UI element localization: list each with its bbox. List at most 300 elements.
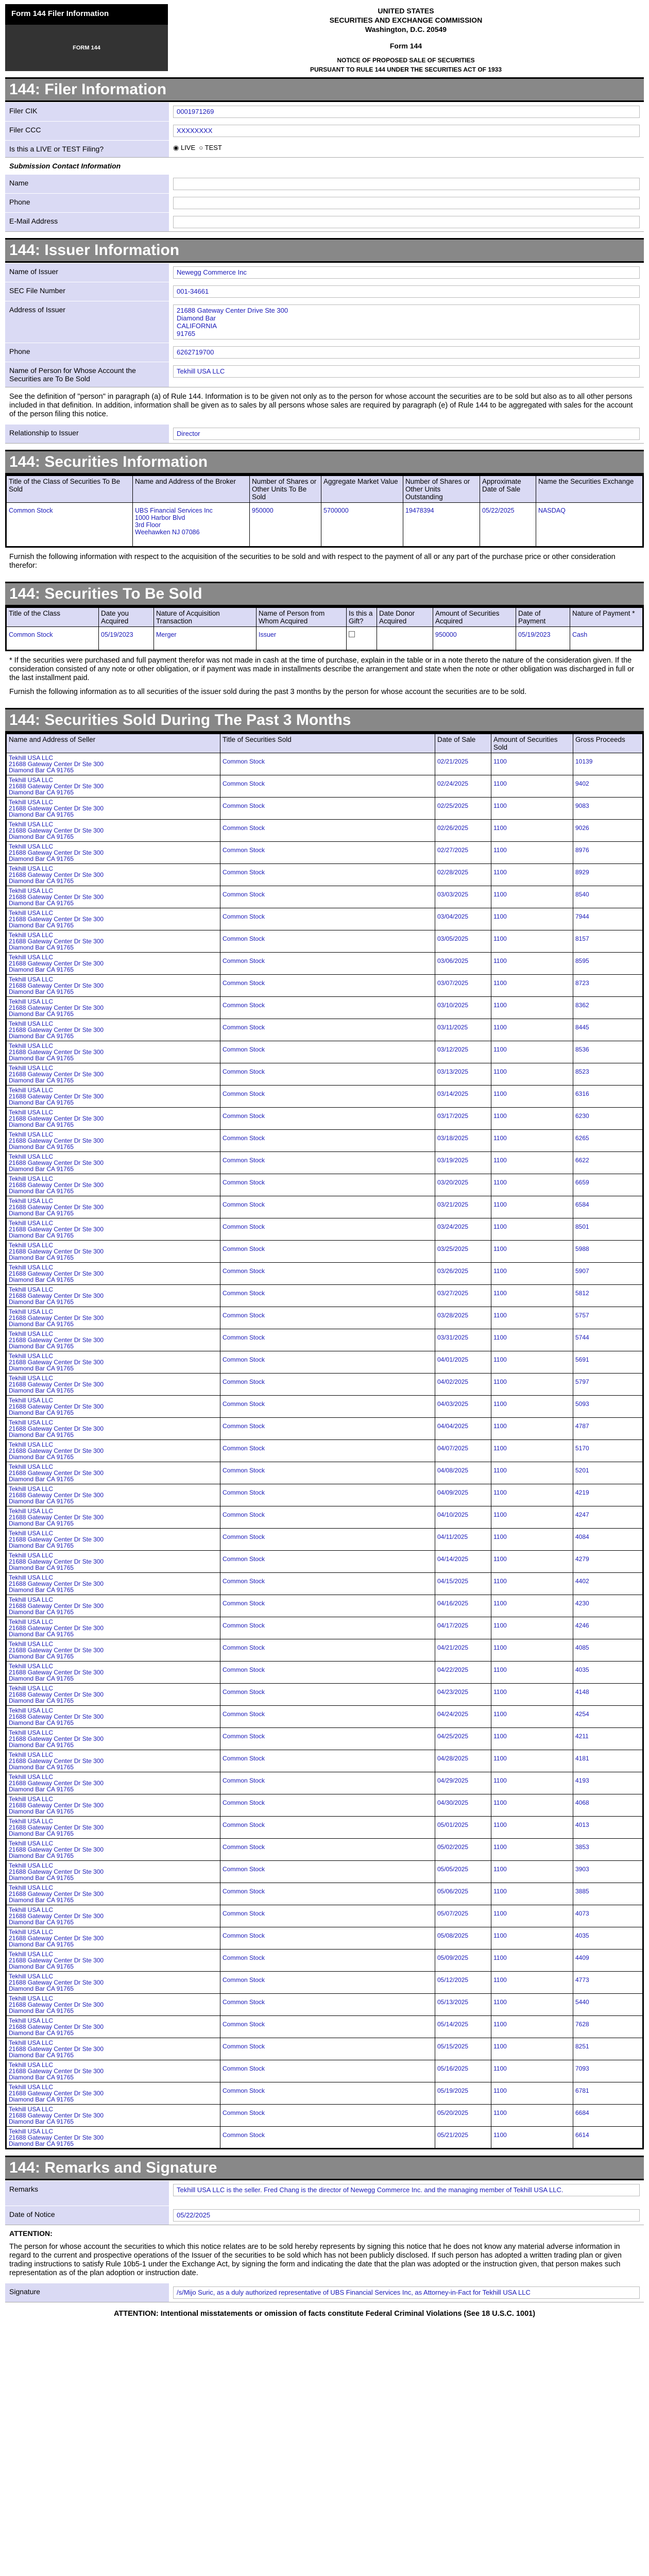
security-title-cell: Common Stock — [220, 753, 435, 775]
security-title-cell: Common Stock — [220, 775, 435, 798]
seller-line: Diamond Bar CA 91765 — [9, 789, 74, 796]
seller-line: 21688 Gateway Center Dr Ste 300 — [9, 1425, 104, 1432]
table-row — [6, 1994, 643, 2016]
seller-line: Tekhill USA LLC — [9, 2017, 54, 2024]
seller-line: Diamond Bar CA 91765 — [9, 1564, 74, 1571]
sale-date-cell: 04/23/2025 — [435, 1684, 491, 1706]
test-radio-icon[interactable]: ○ — [199, 144, 203, 151]
sale-date-cell: 04/15/2025 — [435, 1573, 491, 1595]
seller-line: Diamond Bar CA 91765 — [9, 1896, 74, 1904]
seller-line: Tekhill USA LLC — [9, 1441, 54, 1448]
sale-date-cell: 03/11/2025 — [435, 1019, 491, 1041]
acquired-date-cell: 05/19/2023 — [99, 627, 154, 651]
table-row — [6, 842, 643, 864]
exchange-cell: NASDAQ — [536, 503, 643, 547]
seller-line: Tekhill USA LLC — [9, 865, 54, 872]
broker-cell — [133, 503, 250, 547]
seller-line: Diamond Bar CA 91765 — [9, 767, 74, 774]
seller-line: Diamond Bar CA 91765 — [9, 944, 74, 951]
sale-date-cell: 03/10/2025 — [435, 997, 491, 1019]
seller-line: Tekhill USA LLC — [9, 1884, 54, 1891]
seller-line: Diamond Bar CA 91765 — [9, 966, 74, 973]
seller-line: 21688 Gateway Center Dr Ste 300 — [9, 1624, 104, 1632]
table-row — [6, 1927, 643, 1950]
gross-proceeds-cell: 8445 — [573, 1019, 643, 1041]
broker-line: UBS Financial Services Inc — [135, 507, 213, 514]
gross-proceeds-cell: 5093 — [573, 1396, 643, 1418]
table-row — [6, 864, 643, 886]
security-title-cell: Common Stock — [220, 1218, 435, 1241]
amount-sold-cell: 1100 — [491, 997, 573, 1019]
seller-line: Diamond Bar CA 91765 — [9, 1409, 74, 1416]
seller-line: Tekhill USA LLC — [9, 1906, 54, 1913]
seller-line: Tekhill USA LLC — [9, 1574, 54, 1581]
seller-line: Diamond Bar CA 91765 — [9, 1741, 74, 1749]
issuer-name-label: Name of Issuer — [5, 263, 169, 282]
seller-line: Diamond Bar CA 91765 — [9, 1919, 74, 1926]
seller-line: Tekhill USA LLC — [9, 1286, 54, 1293]
seller-line: Diamond Bar CA 91765 — [9, 1498, 74, 1505]
table-row — [6, 1706, 643, 1728]
sale-date-cell: 04/01/2025 — [435, 1351, 491, 1374]
notice-date-field[interactable]: 05/22/2025 — [173, 2209, 640, 2222]
remarks-label: Remarks — [5, 2181, 169, 2206]
seller-line: Tekhill USA LLC — [9, 1552, 54, 1559]
seller-line: Diamond Bar CA 91765 — [9, 2096, 74, 2103]
seller-cell — [6, 1861, 220, 1883]
security-title-cell: Common Stock — [220, 1817, 435, 1839]
seller-line: Tekhill USA LLC — [9, 1862, 54, 1869]
broker-line: 1000 Harbor Blvd — [135, 514, 185, 521]
table-row — [6, 2127, 643, 2149]
issuer-address-field[interactable] — [173, 304, 640, 340]
seller-line: Tekhill USA LLC — [9, 821, 54, 828]
security-title-cell: Common Stock — [220, 886, 435, 908]
seller-line: Diamond Bar CA 91765 — [9, 1542, 74, 1549]
seller-line: Tekhill USA LLC — [9, 1264, 54, 1271]
gross-proceeds-cell: 6781 — [573, 2082, 643, 2105]
person-definition-note: See the definition of "person" in paragraph (a) of Rule 144. Information is to be given not only as to the person for whose account the securities are to be sold but also as to all other persons included in that definition. In addition, information shall be given as to sales by all persons whose sales are required by paragraph (e) of Rule 144 to be aggregated with sales for the account of the person filing this notice. — [9, 393, 633, 418]
seller-person-field[interactable]: Tekhill USA LLC — [173, 365, 640, 378]
attention-heading: ATTENTION: — [9, 2229, 53, 2238]
seller-line: Diamond Bar CA 91765 — [9, 1697, 74, 1704]
security-title-cell: Common Stock — [220, 1396, 435, 1418]
securities-to-be-sold-table — [5, 606, 644, 651]
contact-phone-field[interactable] — [173, 197, 640, 209]
amount-sold-cell: 1100 — [491, 1152, 573, 1174]
seller-line: Diamond Bar CA 91765 — [9, 1121, 74, 1128]
seller-cell — [6, 1484, 220, 1506]
seller-cell — [6, 1063, 220, 1086]
gross-proceeds-cell: 8976 — [573, 842, 643, 864]
seller-line: 21688 Gateway Center Dr Ste 300 — [9, 1780, 104, 1787]
amount-sold-cell: 1100 — [491, 1817, 573, 1839]
seller-line: Tekhill USA LLC — [9, 1330, 54, 1337]
seller-cell — [6, 1152, 220, 1174]
gross-proceeds-cell: 8929 — [573, 864, 643, 886]
seller-line: 21688 Gateway Center Dr Ste 300 — [9, 1048, 104, 1056]
seller-line: Tekhill USA LLC — [9, 998, 54, 1005]
filer-ccc-label: Filer CCC — [5, 122, 169, 140]
seller-cell — [6, 1529, 220, 1551]
seller-cell — [6, 2082, 220, 2105]
seller-cell — [6, 864, 220, 886]
amount-sold-cell: 1100 — [491, 1861, 573, 1883]
amount-sold-cell: 1100 — [491, 2060, 573, 2082]
security-title-cell: Common Stock — [220, 1063, 435, 1086]
contact-name-label: Name — [5, 175, 169, 193]
seller-cell — [6, 1794, 220, 1817]
security-title-cell: Common Stock — [220, 1506, 435, 1529]
security-title-cell: Common Stock — [220, 1639, 435, 1662]
table-row — [6, 1728, 643, 1750]
relationship-label: Relationship to Issuer — [5, 425, 169, 443]
seller-line: Diamond Bar CA 91765 — [9, 1608, 74, 1616]
contact-email-label: E-Mail Address — [5, 213, 169, 231]
seller-cell — [6, 1595, 220, 1617]
seller-cell — [6, 1883, 220, 1905]
seller-line: 21688 Gateway Center Dr Ste 300 — [9, 1159, 104, 1166]
sec-file-label: SEC File Number — [5, 282, 169, 301]
seller-line: Diamond Bar CA 91765 — [9, 922, 74, 929]
amount-sold-cell: 1100 — [491, 2105, 573, 2127]
seller-line: Diamond Bar CA 91765 — [9, 1808, 74, 1815]
column-header: Is this a Gift? — [347, 607, 377, 627]
seller-cell — [6, 1329, 220, 1351]
sale-date-cell: 04/25/2025 — [435, 1728, 491, 1750]
gross-proceeds-cell: 9402 — [573, 775, 643, 798]
column-header: Title of Securities Sold — [220, 734, 435, 753]
table-row — [6, 997, 643, 1019]
gross-proceeds-cell: 6265 — [573, 1130, 643, 1152]
seller-line: 21688 Gateway Center Dr Ste 300 — [9, 1669, 104, 1676]
sale-date-cell: 03/27/2025 — [435, 1285, 491, 1307]
gross-proceeds-cell: 6622 — [573, 1152, 643, 1174]
amount-sold-cell: 1100 — [491, 1019, 573, 1041]
table-row — [6, 1418, 643, 1440]
issuer-phone-label: Phone — [5, 343, 169, 362]
security-title-cell: Common Stock — [220, 1972, 435, 1994]
table-row — [6, 627, 643, 651]
seller-line: 21688 Gateway Center Dr Ste 300 — [9, 1536, 104, 1543]
column-header: Approximate Date of Sale — [480, 476, 536, 503]
seller-line: Diamond Bar CA 91765 — [9, 1675, 74, 1682]
seller-line: 21688 Gateway Center Dr Ste 300 — [9, 1314, 104, 1321]
amount-sold-cell: 1100 — [491, 1506, 573, 1529]
table-row — [6, 1152, 643, 1174]
notice-date-label: Date of Notice — [5, 2206, 169, 2225]
amount-sold-cell: 1100 — [491, 842, 573, 864]
amount-sold-cell: 1100 — [491, 1196, 573, 1218]
live-option-label: LIVE — [180, 144, 196, 151]
seller-line: Tekhill USA LLC — [9, 1153, 54, 1160]
seller-line: Tekhill USA LLC — [9, 1087, 54, 1094]
gross-proceeds-cell: 4073 — [573, 1905, 643, 1927]
security-title-cell: Common Stock — [220, 1728, 435, 1750]
table-row — [6, 1595, 643, 1617]
security-title-cell: Common Stock — [220, 1086, 435, 1108]
seller-cell — [6, 1241, 220, 1263]
column-header: Title of the Class — [6, 607, 99, 627]
section-filer-information: 144: Filer Information — [5, 77, 644, 102]
seller-cell — [6, 1839, 220, 1861]
seller-line: 21688 Gateway Center Dr Ste 300 — [9, 1248, 104, 1255]
seller-line: 21688 Gateway Center Dr Ste 300 — [9, 2134, 104, 2141]
outstanding-cell: 19478394 — [403, 503, 480, 547]
relationship-field[interactable]: Director — [173, 428, 640, 440]
contact-phone-label: Phone — [5, 194, 169, 212]
amount-sold-cell: 1100 — [491, 753, 573, 775]
table-row — [6, 975, 643, 997]
table-row — [6, 1285, 643, 1307]
filer-ccc-field[interactable]: XXXXXXXX — [173, 125, 640, 137]
gross-proceeds-cell: 4279 — [573, 1551, 643, 1573]
seller-line: 21688 Gateway Center Dr Ste 300 — [9, 1602, 104, 1609]
table-row — [6, 1861, 643, 1883]
seller-line: Diamond Bar CA 91765 — [9, 2029, 74, 2037]
sale-date-cell: 03/05/2025 — [435, 930, 491, 953]
amount-sold-cell: 1100 — [491, 1285, 573, 1307]
filer-cik-field[interactable]: 0001971269 — [173, 106, 640, 118]
seller-line: Tekhill USA LLC — [9, 2128, 54, 2135]
seller-cell — [6, 1617, 220, 1639]
column-header: Date Donor Acquired — [377, 607, 433, 627]
sold-past-note: Furnish the following information as to all securities of the issuer sold during the past 3 months by the person for whose account the securities are to be sold. — [9, 688, 527, 696]
contact-heading: Submission Contact Information — [9, 162, 121, 170]
seller-line: 21688 Gateway Center Dr Ste 300 — [9, 2023, 104, 2030]
amount-sold-cell: 1100 — [491, 1927, 573, 1950]
seller-line: 21688 Gateway Center Dr Ste 300 — [9, 1514, 104, 1521]
sale-date-cell: 02/28/2025 — [435, 864, 491, 886]
seller-line: Tekhill USA LLC — [9, 1064, 54, 1072]
security-title-cell: Common Stock — [220, 1839, 435, 1861]
live-radio-icon[interactable]: ◉ — [173, 144, 179, 151]
seller-line: 21688 Gateway Center Dr Ste 300 — [9, 1181, 104, 1189]
signature-field[interactable]: /s/Mijo Suric, as a duly authorized representative of UBS Financial Services Inc, as Attorney-in-Fact for Tekhill USA LLC — [173, 2286, 640, 2299]
sale-date-cell: 04/03/2025 — [435, 1396, 491, 1418]
table-row — [6, 1374, 643, 1396]
column-header: Date of Sale — [435, 734, 491, 753]
seller-line: 21688 Gateway Center Dr Ste 300 — [9, 1469, 104, 1477]
seller-line: Tekhill USA LLC — [9, 1530, 54, 1537]
issuer-form — [5, 263, 644, 387]
sale-date-cell: 03/25/2025 — [435, 1241, 491, 1263]
amount-sold-cell: 1100 — [491, 1794, 573, 1817]
security-title-cell: Common Stock — [220, 997, 435, 1019]
table-row — [6, 753, 643, 775]
table-row — [6, 953, 643, 975]
seller-line: Tekhill USA LLC — [9, 799, 54, 806]
seller-cell — [6, 930, 220, 953]
security-title-cell: Common Stock — [220, 930, 435, 953]
contact-email-field[interactable] — [173, 216, 640, 228]
form-label: FORM 144 — [5, 25, 168, 71]
column-header: Amount of Securities Sold — [491, 734, 573, 753]
issuer-phone-field[interactable]: 6262719700 — [173, 346, 640, 359]
gross-proceeds-cell: 4247 — [573, 1506, 643, 1529]
seller-line: 21688 Gateway Center Dr Ste 300 — [9, 982, 104, 989]
seller-line: Diamond Bar CA 91765 — [9, 1232, 74, 1239]
sec-file-field[interactable]: 001-34661 — [173, 285, 640, 298]
seller-line: Tekhill USA LLC — [9, 1463, 54, 1470]
table-row — [6, 930, 643, 953]
remarks-field[interactable]: Tekhill USA LLC is the seller. Fred Chang is the director of Newegg Commerce Inc. and the managing member of Tekhill USA LLC. — [173, 2184, 640, 2196]
issuer-name-field[interactable]: Newegg Commerce Inc — [173, 266, 640, 279]
seller-line: Diamond Bar CA 91765 — [9, 2007, 74, 2014]
column-header: Nature of Payment * — [570, 607, 643, 627]
seller-line: Tekhill USA LLC — [9, 1175, 54, 1182]
sale-date-cell: 05/20/2025 — [435, 2105, 491, 2127]
seller-line: 21688 Gateway Center Dr Ste 300 — [9, 1381, 104, 1388]
table-row — [6, 2105, 643, 2127]
seller-line: 21688 Gateway Center Dr Ste 300 — [9, 960, 104, 967]
table-row — [6, 1307, 643, 1329]
seller-line: Diamond Bar CA 91765 — [9, 1520, 74, 1527]
seller-line: Tekhill USA LLC — [9, 1928, 54, 1936]
seller-cell — [6, 1551, 220, 1573]
seller-line: Tekhill USA LLC — [9, 1751, 54, 1758]
address-line: CALIFORNIA — [177, 322, 217, 330]
amount-sold-cell: 1100 — [491, 1617, 573, 1639]
seller-line: Tekhill USA LLC — [9, 2083, 54, 2091]
seller-cell — [6, 1351, 220, 1374]
seller-cell — [6, 1019, 220, 1041]
amount-sold-cell: 1100 — [491, 1086, 573, 1108]
contact-name-field[interactable] — [173, 178, 640, 190]
seller-line: Tekhill USA LLC — [9, 1685, 54, 1692]
security-title-cell: Common Stock — [220, 1794, 435, 1817]
seller-cell — [6, 1950, 220, 1972]
seller-line: 21688 Gateway Center Dr Ste 300 — [9, 1713, 104, 1720]
sale-date-cell: 03/19/2025 — [435, 1152, 491, 1174]
table-row — [6, 1063, 643, 1086]
column-header: Amount of Securities Acquired — [433, 607, 516, 627]
seller-line: 21688 Gateway Center Dr Ste 300 — [9, 2001, 104, 2008]
gross-proceeds-cell: 4230 — [573, 1595, 643, 1617]
amount-sold-cell: 1100 — [491, 1063, 573, 1086]
security-title-cell: Common Stock — [220, 1108, 435, 1130]
seller-line: Tekhill USA LLC — [9, 1507, 54, 1515]
table-row — [6, 1462, 643, 1484]
broker-line: 3rd Floor — [135, 521, 161, 529]
seller-line: Diamond Bar CA 91765 — [9, 1586, 74, 1594]
table-row — [6, 1506, 643, 1529]
seller-cell — [6, 1573, 220, 1595]
column-header: Name and Address of Seller — [6, 734, 220, 753]
security-title-cell: Common Stock — [220, 1750, 435, 1772]
sale-date-cell: 05/12/2025 — [435, 1972, 491, 1994]
gross-proceeds-cell: 9026 — [573, 820, 643, 842]
security-title-cell: Common Stock — [220, 2105, 435, 2127]
seller-line: 21688 Gateway Center Dr Ste 300 — [9, 1846, 104, 1853]
seller-cell — [6, 1196, 220, 1218]
form-header — [5, 4, 644, 71]
table-row — [6, 798, 643, 820]
table-row — [6, 1196, 643, 1218]
seller-line: Tekhill USA LLC — [9, 1109, 54, 1116]
seller-line: Tekhill USA LLC — [9, 1197, 54, 1205]
sale-date-cell: 05/06/2025 — [435, 1883, 491, 1905]
table-row — [6, 503, 643, 547]
security-title-cell: Common Stock — [220, 864, 435, 886]
seller-line: 21688 Gateway Center Dr Ste 300 — [9, 1580, 104, 1587]
security-title-cell: Common Stock — [220, 1706, 435, 1728]
gross-proceeds-cell: 8501 — [573, 1218, 643, 1241]
address-line: 21688 Gateway Center Drive Ste 300 — [177, 307, 288, 314]
amount-sold-cell: 1100 — [491, 1551, 573, 1573]
seller-line: 21688 Gateway Center Dr Ste 300 — [9, 1204, 104, 1211]
test-option-label: TEST — [204, 144, 222, 151]
table-row — [6, 1617, 643, 1639]
seller-line: Tekhill USA LLC — [9, 2106, 54, 2113]
seller-cell — [6, 1662, 220, 1684]
seller-line: Diamond Bar CA 91765 — [9, 1786, 74, 1793]
sale-date-cell: 04/29/2025 — [435, 1772, 491, 1794]
security-title-cell: Common Stock — [220, 2082, 435, 2105]
security-title-cell: Common Stock — [220, 1883, 435, 1905]
seller-line: Tekhill USA LLC — [9, 887, 54, 894]
amount-sold-cell: 1100 — [491, 1462, 573, 1484]
agency-line: Washington, D.C. 20549 — [365, 25, 447, 33]
seller-line: Diamond Bar CA 91765 — [9, 1719, 74, 1726]
gross-proceeds-cell: 8362 — [573, 997, 643, 1019]
amount-sold-cell: 1100 — [491, 1728, 573, 1750]
seller-line: Diamond Bar CA 91765 — [9, 1941, 74, 1948]
amount-sold-cell: 1100 — [491, 1484, 573, 1506]
amount-sold-cell: 1100 — [491, 1307, 573, 1329]
amount-sold-cell: 1100 — [491, 1662, 573, 1684]
seller-line: 21688 Gateway Center Dr Ste 300 — [9, 893, 104, 901]
security-title-cell: Common Stock — [220, 1662, 435, 1684]
address-line: Diamond Bar — [177, 314, 216, 322]
seller-line: 21688 Gateway Center Dr Ste 300 — [9, 2045, 104, 2053]
gift-checkbox-icon[interactable] — [349, 631, 355, 637]
seller-line: Tekhill USA LLC — [9, 1818, 54, 1825]
seller-cell — [6, 1374, 220, 1396]
gross-proceeds-cell: 4181 — [573, 1750, 643, 1772]
seller-line: 21688 Gateway Center Dr Ste 300 — [9, 1735, 104, 1742]
security-title-cell: Common Stock — [220, 1462, 435, 1484]
amount-sold-cell: 1100 — [491, 1750, 573, 1772]
security-title-cell: Common Stock — [220, 1174, 435, 1196]
sale-date-cell: 05/21/2025 — [435, 2127, 491, 2149]
amount-sold-cell: 1100 — [491, 1241, 573, 1263]
seller-line: 21688 Gateway Center Dr Ste 300 — [9, 1757, 104, 1765]
seller-line: Tekhill USA LLC — [9, 754, 54, 761]
section-remarks-signature: 144: Remarks and Signature — [5, 2156, 644, 2180]
sale-date-cell: 04/24/2025 — [435, 1706, 491, 1728]
agency-line: SECURITIES AND EXCHANGE COMMISSION — [329, 16, 483, 24]
seller-line: Tekhill USA LLC — [9, 1663, 54, 1670]
seller-line: Diamond Bar CA 91765 — [9, 1343, 74, 1350]
seller-line: Tekhill USA LLC — [9, 1131, 54, 1138]
seller-line: Tekhill USA LLC — [9, 1640, 54, 1648]
gross-proceeds-cell: 4787 — [573, 1418, 643, 1440]
security-title-cell: Common Stock — [220, 1152, 435, 1174]
seller-line: 21688 Gateway Center Dr Ste 300 — [9, 1270, 104, 1277]
securities-sold-table — [5, 733, 644, 2149]
seller-line: 21688 Gateway Center Dr Ste 300 — [9, 1359, 104, 1366]
security-title-cell: Common Stock — [220, 842, 435, 864]
security-title-cell: Common Stock — [220, 1772, 435, 1794]
sold-table-body — [6, 753, 643, 2149]
table-row — [6, 1794, 643, 1817]
amount-sold-cell: 1100 — [491, 2082, 573, 2105]
seller-line: Diamond Bar CA 91765 — [9, 1210, 74, 1217]
amount-sold-cell: 1100 — [491, 1374, 573, 1396]
gross-proceeds-cell: 8723 — [573, 975, 643, 997]
sale-date-cell: 05/01/2025 — [435, 1817, 491, 1839]
